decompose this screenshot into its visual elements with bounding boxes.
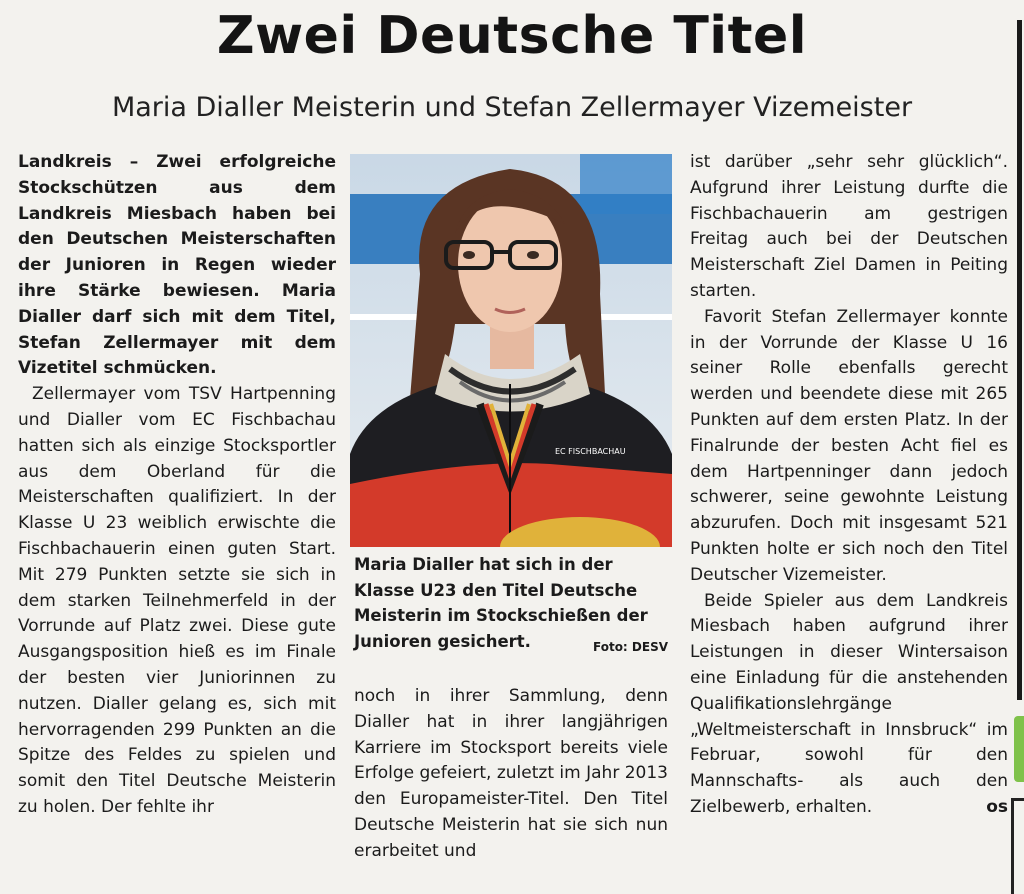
page-edge-rule xyxy=(1017,20,1022,700)
neighbor-box-edge xyxy=(1011,798,1024,894)
body-paragraph: Zellermayer vom TSV Hartpenning und Dialler vom EC Fischbachau hatten sich als einzige Stocksportler aus dem Oberland für die Meisterschaften qualifiziert. In der Klasse U 23 weiblich erwischte die Fischbachauerin einen guten Start. Mit 279 Punkten setzte sie sich in dem starken Teilnehmerfeld in der Vorrunde auf Platz zwei. Diese gute Ausgangsposition hieß es im Finale der besten vier Juniorinnen zu nutzen. Dialler gelang es, sich mit hervorragenden 299 Punkten an die Spitze des Feldes zu spielen und somit den Titel Deutsche Meisterin zu holen. Der fehlte ihr xyxy=(18,384,336,817)
body-paragraph: noch in ihrer Sammlung, denn Dialler hat in ihrer langjährigen Karriere im Stocksport bereits viele Erfolge gefeiert, zuletzt im Jahr 2013 den Europameister-Titel. Den Titel Deutsche Meisterin hat sie sich nun erarbeitet und xyxy=(354,686,668,861)
headline: Zwei Deutsche Titel xyxy=(216,6,808,66)
jacket-text: EC FISCHBACHAU xyxy=(555,447,626,456)
author-signature: os xyxy=(986,796,1008,817)
body-paragraph: ist darüber „sehr sehr glücklich“. Aufgrund ihrer Leistung durfte die Fischbachauerin am gestrigen Freitag auch bei der Deutschen Meisterschaft Ziel Damen in Peiting starten. xyxy=(690,152,1008,301)
article-photo xyxy=(350,154,672,547)
caption-text: Maria Dialler hat sich in der Klasse U23 den Titel Deutsche Meisterin im Stockschießen der Junioren gesichert. xyxy=(354,555,648,651)
photo-credit: Foto: DESV xyxy=(593,639,668,654)
article-column-3 xyxy=(690,150,1008,821)
lead-paragraph: Landkreis – Zwei erfolgreiche Stockschützen aus dem Landkreis Miesbach haben bei den Deutschen Meisterschaften der Junioren in Regen wieder ihre Stärke bewiesen. Maria Dialler darf sich mit dem Titel, Stefan Zellermayer mit dem Vizetitel schmücken. xyxy=(18,152,336,379)
closing-text: Beide Spieler aus dem Landkreis Miesbach haben aufgrund ihrer Leistungen in dieser Wintersaison eine Einladung für die anstehenden Qualifikationslehrgänge „Weltmeisterschaft in Innsbruck“ im Februar, sowohl für den Mannschafts- als auch den Zielbewerb, erhalten. xyxy=(690,590,1008,817)
body-paragraph: Favorit Stefan Zellermayer konnte in der Vorrunde der Klasse U 16 seiner Rolle ebenfalls gerecht werden und beendete diese mit 265 Punkten auf dem ersten Platz. In der Finalrunde der besten Acht fiel es dem Hartpenninger dann jedoch schwerer, seine gewohnte Leistung abzurufen. Doch mit insgesamt 521 Punkten holte er sich noch den Titel Deutscher Vizemeister. xyxy=(690,306,1008,585)
body-paragraph xyxy=(690,589,1008,821)
subheadline: Maria Dialler Meisterin und Stefan Zellermayer Vizemeister xyxy=(111,92,913,123)
portrait-image xyxy=(350,154,672,547)
photo-caption xyxy=(354,552,668,660)
neighbor-ad-edge xyxy=(1014,716,1024,782)
article-column-2 xyxy=(354,684,668,865)
article-column-1 xyxy=(18,150,336,821)
